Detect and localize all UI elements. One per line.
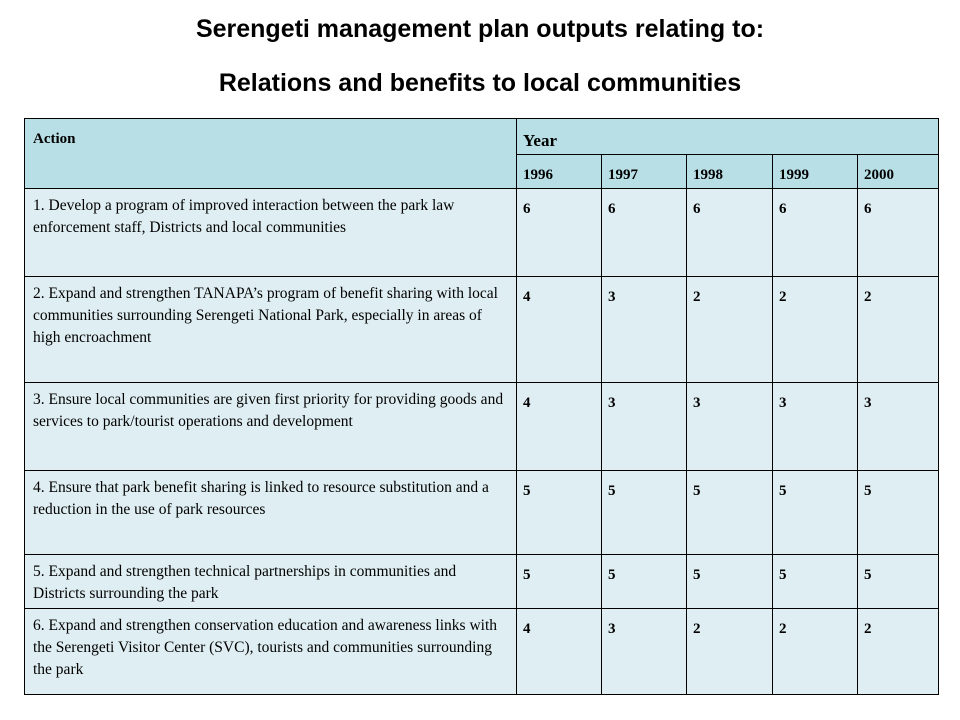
score-cell: 6 (517, 189, 602, 277)
score-cell: 5 (858, 555, 939, 609)
year-header-2000: 2000 (858, 155, 939, 189)
score-cell: 5 (858, 471, 939, 555)
title-line-1: Serengeti management plan outputs relating to: (195, 15, 765, 43)
score-cell: 4 (517, 383, 602, 471)
title-line-2: Relations and benefits to local communities (218, 69, 742, 97)
header-year: Year (517, 119, 939, 155)
score-cell: 5 (687, 471, 773, 555)
action-cell: 2. Expand and strengthen TANAPA’s program of benefit sharing with local communities surrounding Serengeti National Park, especially in areas of high encroachment (25, 277, 517, 383)
score-cell: 5 (517, 555, 602, 609)
table-row (25, 189, 939, 277)
score-cell: 2 (773, 609, 858, 695)
score-cell: 2 (687, 609, 773, 695)
score-cell: 6 (602, 189, 687, 277)
score-cell: 5 (687, 555, 773, 609)
score-cell: 2 (773, 277, 858, 383)
score-cell: 3 (602, 383, 687, 471)
table-row (25, 555, 939, 609)
score-cell: 6 (687, 189, 773, 277)
score-cell: 5 (773, 471, 858, 555)
score-cell: 6 (773, 189, 858, 277)
table-row (25, 609, 939, 695)
score-cell: 6 (858, 189, 939, 277)
score-cell: 3 (602, 277, 687, 383)
score-cell: 2 (687, 277, 773, 383)
header-action: Action (25, 119, 517, 189)
year-header-1996: 1996 (517, 155, 602, 189)
score-cell: 5 (602, 471, 687, 555)
table-row (25, 277, 939, 383)
score-cell: 4 (517, 609, 602, 695)
action-cell: 1. Develop a program of improved interaction between the park law enforcement staff, Districts and local communities (25, 189, 517, 277)
score-cell: 3 (687, 383, 773, 471)
score-cell: 3 (858, 383, 939, 471)
score-cell: 5 (517, 471, 602, 555)
score-cell: 2 (858, 609, 939, 695)
year-header-1999: 1999 (773, 155, 858, 189)
management-plan-table (24, 118, 939, 695)
year-header-1997: 1997 (602, 155, 687, 189)
action-cell: 6. Expand and strengthen conservation education and awareness links with the Serengeti Visitor Center (SVC), tourists and communities surrounding the park (25, 609, 517, 695)
table-header-row (25, 119, 939, 155)
year-header-1998: 1998 (687, 155, 773, 189)
action-cell: 3. Ensure local communities are given first priority for providing goods and services to park/tourist operations and development (25, 383, 517, 471)
score-cell: 2 (858, 277, 939, 383)
table-row (25, 383, 939, 471)
score-cell: 5 (602, 555, 687, 609)
score-cell: 4 (517, 277, 602, 383)
score-cell: 5 (773, 555, 858, 609)
action-cell: 5. Expand and strengthen technical partnerships in communities and Districts surrounding the park (25, 555, 517, 609)
score-cell: 3 (602, 609, 687, 695)
page-title (0, 14, 960, 98)
action-cell: 4. Ensure that park benefit sharing is linked to resource substitution and a reduction in the use of park resources (25, 471, 517, 555)
table-row (25, 471, 939, 555)
score-cell: 3 (773, 383, 858, 471)
